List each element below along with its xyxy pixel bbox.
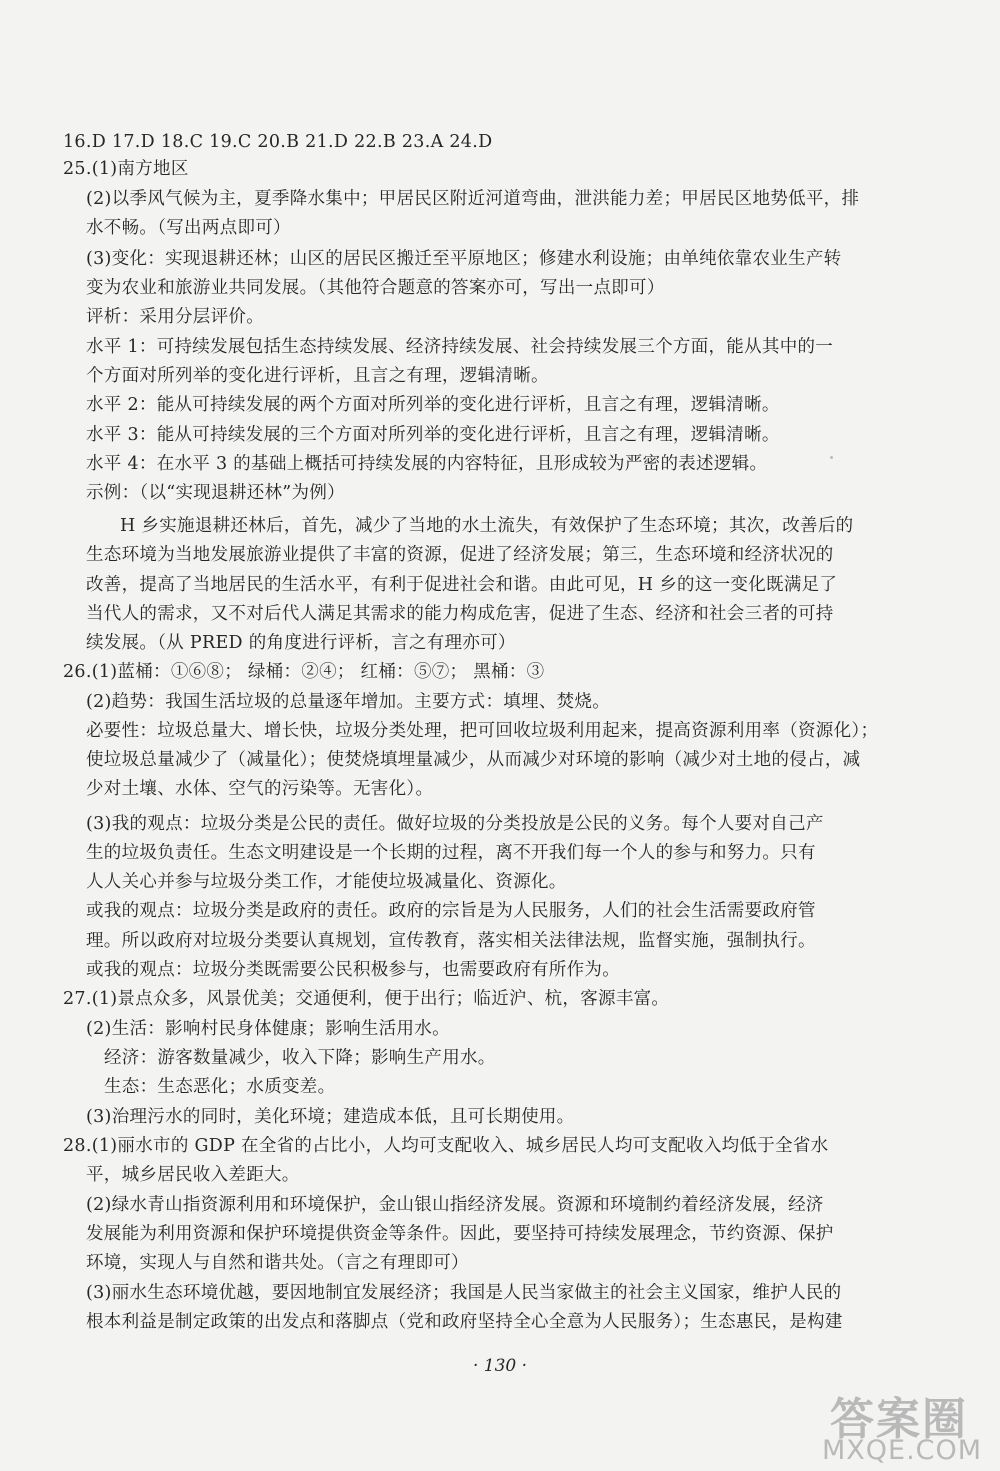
answer-line: (2)以季风气候为主，夏季降水集中；甲居民区附近河道弯曲，泄洪能力差；甲居民区地势低平，排	[86, 189, 860, 209]
answer-line: (3)我的观点：垃圾分类是公民的责任。做好垃圾的分类投放是公民的义务。每个人要对自己产	[86, 814, 824, 834]
answer-line: 平，城乡居民收入差距大。	[86, 1165, 300, 1185]
speck-dot	[830, 456, 833, 459]
answer-line: 或我的观点：垃圾分类既需要公民积极参与，也需要政府有所作为。	[86, 960, 620, 980]
watermark-cn: 答案圈	[830, 1394, 968, 1445]
answer-line: (3)治理污水的同时，美化环境；建造成本低，且可长期使用。	[86, 1107, 575, 1127]
answer-line: 28.(1)丽水市的 GDP 在全省的占比小，人均可支配收入、城乡居民人均可支配收入均低于全省水	[63, 1136, 829, 1156]
answer-line: 水平 4：在水平 3 的基础上概括可持续发展的内容特征，且形成较为严密的表述逻辑。	[86, 454, 768, 474]
page-number: · 130 ·	[472, 1356, 528, 1376]
answer-line: 当代人的需求，又不对后代人满足其需求的能力构成危害，促进了生态、经济和社会三者的可持	[86, 604, 834, 624]
answer-line: 经济：游客数量减少，收入下降；影响生产用水。	[104, 1048, 496, 1068]
answer-line: 评析：采用分层评价。	[86, 307, 264, 327]
answer-line: 必要性：垃圾总量大、增长快，垃圾分类处理，把可回收垃圾利用起来，提高资源利用率（资源化）；	[86, 721, 879, 741]
answer-line: 生态环境为当地发展旅游业提供了丰富的资源，促进了经济发展；第三，生态环境和经济状况的	[86, 545, 834, 565]
answer-line: H 乡实施退耕还林后，首先，减少了当地的水土流失，有效保护了生态环境；其次，改善后的	[120, 516, 854, 536]
answer-line: 改善，提高了当地居民的生活水平，有利于促进社会和谐。由此可见，H 乡的这一变化既满足了	[86, 575, 838, 595]
answer-line: (3)丽水生态环境优越，要因地制宜发展经济；我国是人民当家做主的社会主义国家，维护人民的	[86, 1283, 842, 1303]
answer-line: 或我的观点：垃圾分类是政府的责任。政府的宗旨是为人民服务，人们的社会生活需要政府管	[86, 901, 816, 921]
answer-line: 16.D 17.D 18.C 19.C 20.B 21.D 22.B 23.A 24.D	[63, 132, 493, 152]
answer-line: 理。所以政府对垃圾分类要认真规划，宣传教育，落实相关法律法规，监督实施，强制执行。	[86, 931, 816, 951]
answer-line: 环境，实现人与自然和谐共处。（言之有理即可）	[86, 1253, 469, 1273]
answer-line: (2)生活：影响村民身体健康；影响生活用水。	[86, 1019, 450, 1039]
answer-line: 生态：生态恶化；水质变差。	[104, 1077, 336, 1097]
watermark-logo	[800, 1383, 1000, 1468]
answer-line: (2)绿水青山指资源利用和环境保护，金山银山指经济发展。资源和环境制约着经济发展，经济	[86, 1195, 824, 1215]
answer-line: 续发展。（从 PRED 的角度进行评析，言之有理亦可）	[86, 633, 516, 653]
answer-line: 水平 3：能从可持续发展的三个方面对所列举的变化进行评析，且言之有理，逻辑清晰。	[86, 425, 780, 445]
answer-line: 使垃圾总量减少了（减量化）；使焚烧填埋量减少，从而减少对环境的影响（减少对土地的侵占，减	[86, 750, 861, 770]
answer-line: 26.(1)蓝桶：①⑥⑧； 绿桶：②④； 红桶：⑤⑦； 黑桶：③	[63, 662, 545, 682]
answer-line: 示例：（以“实现退耕还林”为例）	[86, 483, 345, 503]
answer-line: 25.(1)南方地区	[63, 159, 189, 179]
answer-line: 生的垃圾负责任。生态文明建设是一个长期的过程，离不开我们每一个人的参与和努力。只有	[86, 843, 816, 863]
answer-line: 27.(1)景点众多，风景优美；交通便利，便于出行；临近沪、杭，客源丰富。	[63, 989, 670, 1009]
answer-line: 水平 2：能从可持续发展的两个方面对所列举的变化进行评析，且言之有理，逻辑清晰。	[86, 395, 780, 415]
answer-line: 个方面对所列举的变化进行评析，且言之有理，逻辑清晰。	[86, 366, 549, 386]
answer-line: 变为农业和旅游业共同发展。（其他符合题意的答案亦可，写出一点即可）	[86, 278, 665, 298]
answer-line: 根本利益是制定政策的出发点和落脚点（党和政府坚持全心全意为人民服务）；生态惠民，是构建	[86, 1312, 843, 1332]
watermark-en: MXQE.COM	[822, 1435, 983, 1466]
answer-line: 水平 1：可持续发展包括生态持续发展、经济持续发展、社会持续发展三个方面，能从其中的一	[86, 337, 834, 357]
answer-line: 少对土壤、水体、空气的污染等。无害化）。	[86, 779, 434, 799]
answer-line: (2)趋势：我国生活垃圾的总量逐年增加。主要方式：填埋、焚烧。	[86, 692, 611, 712]
answer-line: 水不畅。（写出两点即可）	[86, 218, 291, 238]
answer-line: (3)变化：实现退耕还林；山区的居民区搬迁至平原地区；修建水利设施；由单纯依靠农业生产转	[86, 249, 842, 269]
answer-line: 人人关心并参与垃圾分类工作，才能使垃圾减量化、资源化。	[86, 872, 567, 892]
answer-line: 发展能为利用资源和保护环境提供资金等条件。因此，要坚持可持续发展理念，节约资源、保护	[86, 1224, 834, 1244]
